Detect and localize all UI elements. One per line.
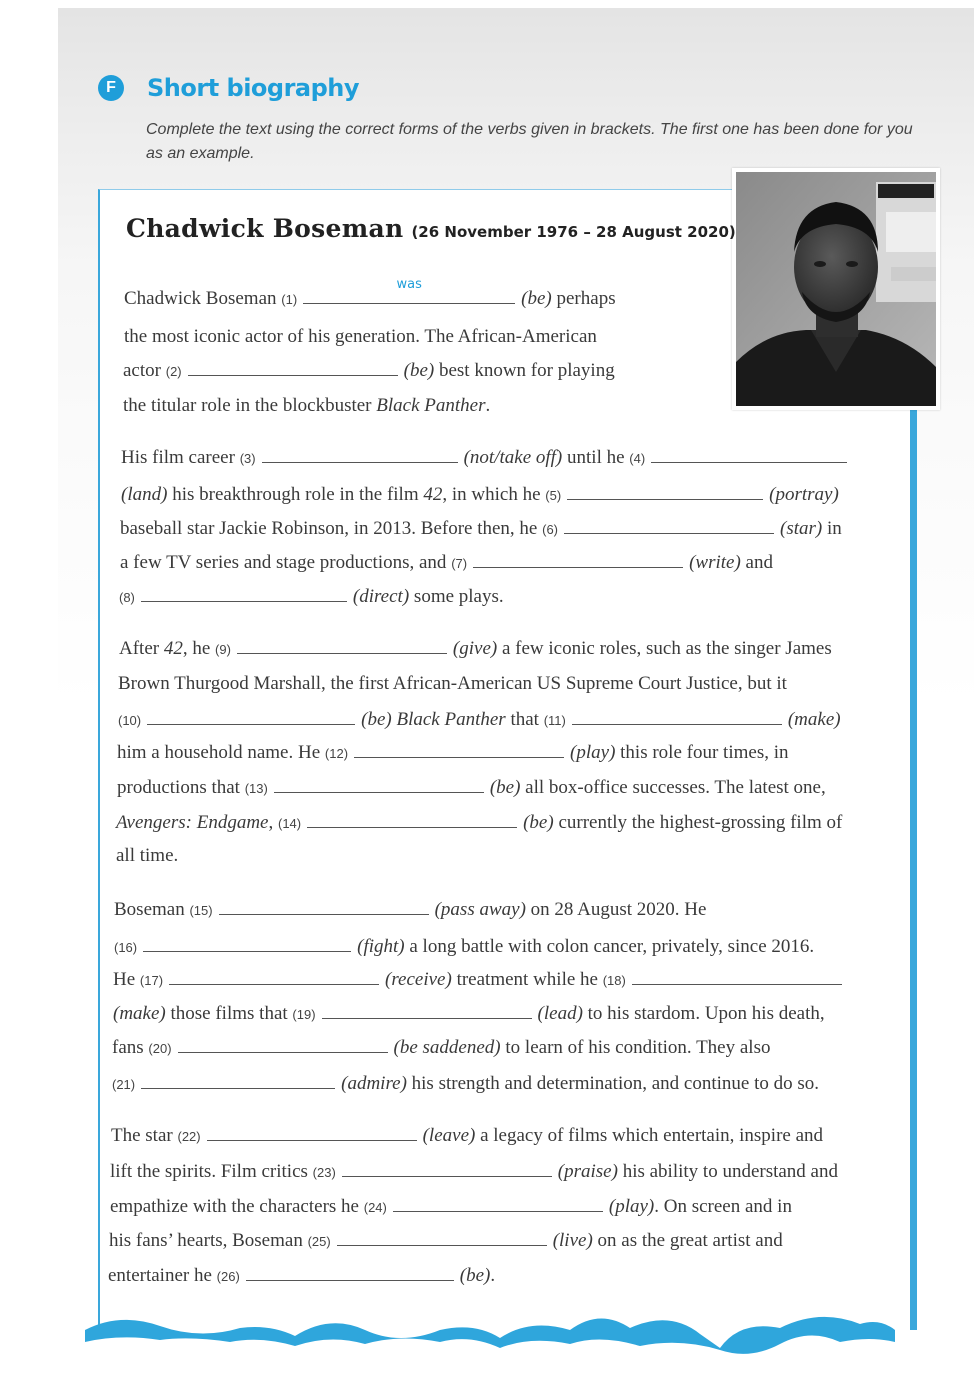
body-text: those films that xyxy=(165,1003,293,1024)
gap-number: (7) xyxy=(451,556,468,571)
verb-hint: (be) xyxy=(459,1265,491,1286)
verb-hint: (portray) xyxy=(769,484,839,505)
gap-number: (16) xyxy=(114,940,138,955)
body-text: lift the spirits. Film critics xyxy=(110,1161,313,1182)
body-text: on as the great artist and xyxy=(592,1230,783,1251)
answer-blank[interactable] xyxy=(567,485,763,500)
instructions: Complete the text using the correct forms of the verbs given in brackets. The first one has been done for you as an example. xyxy=(146,121,913,162)
article-line xyxy=(121,484,839,506)
portrait-photo xyxy=(732,168,940,410)
verb-hint: 42 xyxy=(423,484,443,505)
article-line xyxy=(120,552,773,574)
article-line xyxy=(121,447,853,469)
gap-number: (23) xyxy=(312,1165,336,1180)
verb-hint: (be) xyxy=(489,777,521,798)
verb-hint: (be) Black Panther xyxy=(361,709,506,730)
body-text: a few iconic roles, such as the singer James xyxy=(497,638,832,659)
answer-blank[interactable] xyxy=(354,743,564,758)
article-line xyxy=(114,936,814,958)
body-text: . xyxy=(485,395,491,416)
body-text: , in which he xyxy=(442,484,546,505)
article-line xyxy=(116,845,178,867)
body-text: some plays. xyxy=(409,586,504,607)
answer-blank[interactable] xyxy=(143,937,351,952)
body-text: baseball star Jackie Robinson, in 2013. Before then, he xyxy=(120,518,543,539)
article-line xyxy=(119,586,504,608)
gap-number: (2) xyxy=(165,364,182,379)
body-text: After xyxy=(119,638,164,659)
body-text: He xyxy=(113,969,140,990)
body-text: his strength and determination, and continue to do so. xyxy=(406,1073,820,1094)
gap-number: (21) xyxy=(112,1077,136,1092)
section-header xyxy=(98,74,359,102)
body-text: Chadwick Boseman xyxy=(124,288,282,309)
verb-hint: (write) xyxy=(689,552,741,573)
body-text: , he xyxy=(182,638,216,659)
article-line xyxy=(118,673,787,695)
gap-number: (17) xyxy=(139,973,164,988)
verb-hint: (admire) xyxy=(341,1073,407,1094)
answer-blank[interactable] xyxy=(303,277,515,304)
answer-blank[interactable] xyxy=(307,813,517,828)
gap-number: (3) xyxy=(239,451,256,466)
verb-hint: (live) xyxy=(552,1230,593,1251)
answer-blank[interactable] xyxy=(632,970,842,985)
article-line xyxy=(108,1265,495,1287)
body-text: perhaps xyxy=(551,288,616,309)
answer-blank[interactable] xyxy=(219,900,429,915)
body-text: in xyxy=(822,518,842,539)
answer-blank[interactable] xyxy=(141,587,347,602)
answer-blank[interactable] xyxy=(141,1074,335,1089)
body-text: . xyxy=(490,1265,496,1286)
answer-blank[interactable] xyxy=(207,1126,417,1141)
gap-number: (1) xyxy=(281,292,298,307)
decorative-wave xyxy=(80,1300,900,1370)
verb-hint: (play) xyxy=(608,1196,655,1217)
verb-hint: (praise) xyxy=(557,1161,618,1182)
gap-number: (14) xyxy=(277,816,302,831)
body-text: a long battle with colon cancer, privately, since 2016. xyxy=(404,936,815,957)
verb-hint: (make) xyxy=(787,709,841,730)
body-text: His film career xyxy=(121,447,240,468)
answer-blank[interactable] xyxy=(322,1004,532,1019)
gap-number: (11) xyxy=(543,713,566,728)
article-line xyxy=(113,1003,825,1025)
answer-blank[interactable] xyxy=(188,361,398,376)
gap-number: (10) xyxy=(118,713,142,728)
section-badge: F xyxy=(98,75,124,101)
body-text: The star xyxy=(111,1125,178,1146)
article-line xyxy=(123,360,615,382)
body-text: empathize with the characters he xyxy=(110,1196,364,1217)
answer-blank[interactable] xyxy=(274,778,484,793)
body-text: to learn of his condition. They also xyxy=(500,1037,771,1058)
answer-blank[interactable] xyxy=(169,970,379,985)
verb-hint: (be) xyxy=(403,360,435,381)
body-text: . On screen and in xyxy=(654,1196,792,1217)
article-line xyxy=(119,638,832,660)
article-line xyxy=(124,277,616,310)
verb-hint: (fight) xyxy=(357,936,405,957)
answer-blank[interactable] xyxy=(473,553,683,568)
verb-hint: 42 xyxy=(163,638,183,659)
article-line xyxy=(112,1073,819,1095)
gap-number: (19) xyxy=(292,1007,316,1022)
gap-number: (4) xyxy=(629,451,646,466)
body-text: a few TV series and stage productions, and xyxy=(120,552,452,573)
article-line xyxy=(112,1037,770,1059)
body-text: best known for playing xyxy=(434,360,615,381)
article-line xyxy=(116,812,842,834)
body-text: fans xyxy=(112,1037,149,1058)
verb-hint: (give) xyxy=(452,638,498,659)
gap-number: (20) xyxy=(148,1041,172,1056)
body-text: on 28 August 2020. He xyxy=(525,899,707,920)
section-title: Short biography xyxy=(147,74,360,102)
answer-blank[interactable] xyxy=(262,448,458,463)
body-text: the most iconic actor of his generation. The African-American xyxy=(124,326,597,347)
verb-hint: (play) xyxy=(570,742,616,763)
body-text: that xyxy=(505,709,544,730)
gap-number: (25) xyxy=(307,1234,331,1249)
gap-number: (13) xyxy=(244,781,268,796)
answer-blank[interactable] xyxy=(178,1038,388,1053)
gap-number: (26) xyxy=(216,1269,240,1284)
answer-blank[interactable] xyxy=(393,1197,603,1212)
answer-blank[interactable] xyxy=(246,1266,454,1281)
body-text: his breakthrough role in the film xyxy=(167,484,424,505)
body-text: all box-office successes. The latest one, xyxy=(520,777,826,798)
gap-number: (5) xyxy=(545,488,562,503)
article-line xyxy=(117,777,826,799)
body-text: this role four times, in xyxy=(615,742,789,763)
answer-text: was xyxy=(396,277,422,292)
verb-hint: (leave) xyxy=(422,1125,476,1146)
verb-hint: (be) xyxy=(523,812,554,833)
verb-hint: (direct) xyxy=(352,586,410,607)
answer-blank[interactable] xyxy=(337,1231,547,1246)
body-text: currently the highest-grossing film of xyxy=(553,812,843,833)
verb-hint: (land) xyxy=(121,484,168,505)
answer-blank[interactable] xyxy=(564,519,774,534)
answer-blank[interactable] xyxy=(651,448,847,463)
gap-number: (15) xyxy=(189,903,213,918)
verb-hint: Avengers: Endgame xyxy=(116,812,269,833)
article-title xyxy=(126,214,736,243)
article-dates: (26 November 1976 – 28 August 2020) xyxy=(411,223,736,241)
gap-number: (6) xyxy=(542,522,559,537)
answer-blank[interactable] xyxy=(237,639,447,654)
gap-number: (24) xyxy=(363,1200,387,1215)
article-line xyxy=(109,1230,783,1252)
gap-number: (22) xyxy=(177,1129,201,1144)
verb-hint: (receive) xyxy=(385,969,452,990)
article-line xyxy=(113,969,848,991)
article-line xyxy=(118,709,841,731)
article-line xyxy=(110,1196,792,1218)
answer-blank[interactable] xyxy=(147,710,355,725)
gap-number: (8) xyxy=(119,590,135,605)
verb-hint: Black Panther xyxy=(376,395,486,416)
portrait-image xyxy=(736,172,936,406)
verb-hint: (pass away) xyxy=(434,899,526,920)
body-text: the titular role in the blockbuster xyxy=(123,395,377,416)
gap-number: (18) xyxy=(602,973,626,988)
verb-hint: (not/take off) xyxy=(463,447,563,468)
body-text: productions that xyxy=(117,777,245,798)
body-text: him a household name. He xyxy=(117,742,325,763)
answer-blank[interactable] xyxy=(342,1162,552,1177)
verb-hint: (star) xyxy=(780,518,823,539)
body-text: to his stardom. Upon his death, xyxy=(582,1003,825,1024)
verb-hint: (make) xyxy=(113,1003,166,1024)
body-text: a legacy of films which entertain, inspire and xyxy=(475,1125,824,1146)
body-text: his ability to understand and xyxy=(617,1161,838,1182)
body-text: and xyxy=(740,552,773,573)
verb-hint: (lead) xyxy=(537,1003,583,1024)
body-text: , xyxy=(268,812,278,833)
body-text: all time. xyxy=(116,845,179,866)
body-text: Boseman xyxy=(114,899,190,920)
body-text: his fans’ hearts, Boseman xyxy=(109,1230,308,1251)
gap-number: (12) xyxy=(324,746,349,761)
article-line xyxy=(114,899,706,921)
article-line xyxy=(120,518,842,540)
body-text: Brown Thurgood Marshall, the first African-American US Supreme Court Justice, but it xyxy=(118,673,787,694)
body-text: actor xyxy=(123,360,166,381)
article-line xyxy=(124,326,597,348)
gap-number: (9) xyxy=(215,642,231,657)
article-line xyxy=(117,742,789,764)
verb-hint: (be saddened) xyxy=(393,1037,501,1058)
verb-hint: (be) xyxy=(521,288,552,309)
article-line xyxy=(110,1161,838,1183)
article-name: Chadwick Boseman xyxy=(126,214,404,243)
article-line xyxy=(123,395,490,417)
answer-blank[interactable] xyxy=(572,710,782,725)
article-line xyxy=(111,1125,823,1147)
body-text: until he xyxy=(562,447,630,468)
body-text: treatment while he xyxy=(451,969,603,990)
body-text: entertainer he xyxy=(108,1265,217,1286)
